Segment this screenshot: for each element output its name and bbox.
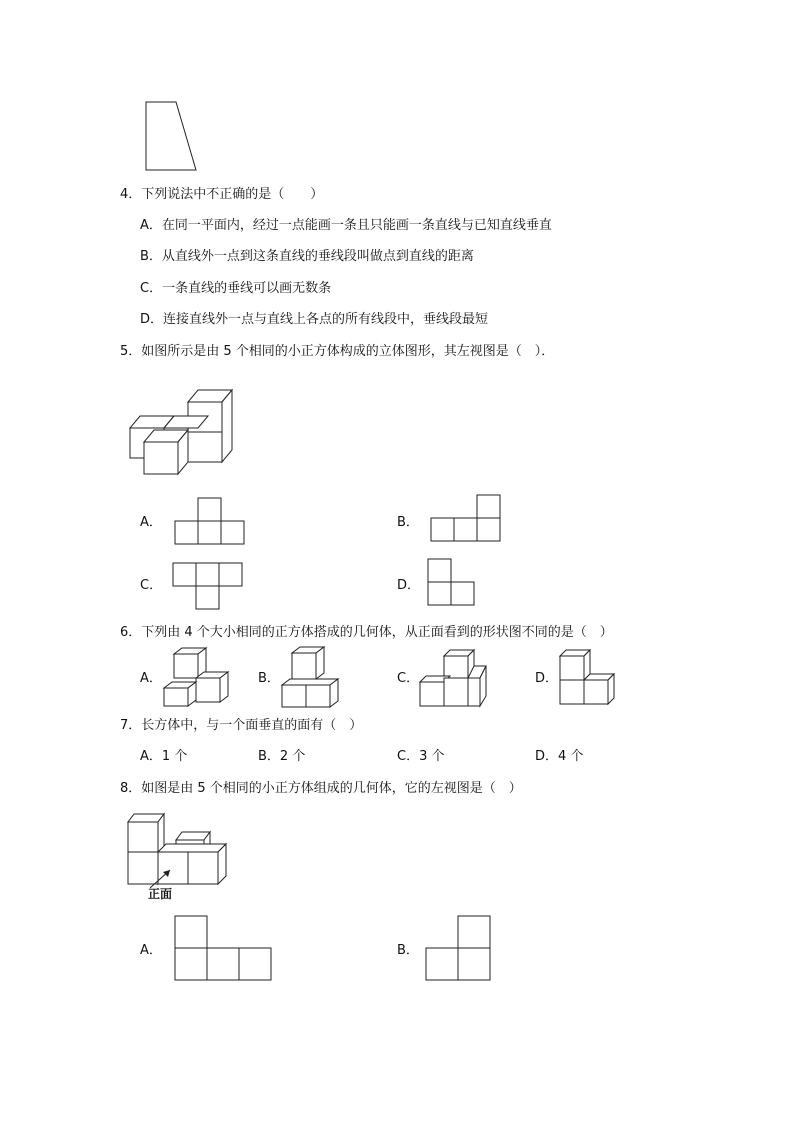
q6-option-b-figure — [278, 645, 342, 711]
q5-stem: 5．如图所示是由 5 个相同的小正方体构成的立体图形，其左视图是（ ）． — [120, 344, 555, 359]
q8-option-a-figure — [172, 914, 274, 984]
q5-option-d-label: D． — [397, 578, 421, 593]
q6-option-a-label: A． — [140, 671, 162, 686]
q7-option-d: D．4 个 — [535, 749, 584, 764]
q8-solid-figure — [124, 808, 236, 890]
q6-option-d-label: D． — [535, 671, 559, 686]
q8-option-b-figure — [423, 914, 495, 984]
q5-solid-figure — [124, 384, 236, 480]
q6-option-d-figure — [556, 648, 618, 710]
q4-option-b: B．从直线外一点到这条直线的垂线段叫做点到直线的距离 — [140, 249, 474, 264]
q4-option-d: D．连接直线外一点与直线上各点的所有线段中，垂线段最短 — [140, 312, 489, 327]
q4-option-c: C．一条直线的垂线可以画无数条 — [140, 281, 332, 296]
q8-option-a-label: A． — [140, 943, 162, 958]
q7-option-a: A．1 个 — [140, 749, 188, 764]
q6-option-c-figure — [418, 648, 492, 710]
q5-option-c-label: C． — [140, 578, 163, 593]
trapezoid-figure — [140, 96, 202, 176]
q4-stem: 4．下列说法中不正确的是（ ） — [120, 187, 324, 202]
q6-option-a-figure — [160, 646, 232, 710]
q8-front-label: 正面 — [148, 887, 173, 901]
q7-option-c: C．3 个 — [397, 749, 445, 764]
q5-option-c-figure — [170, 561, 246, 613]
q6-stem: 6．下列由 4 个大小相同的正方体搭成的几何体，从正面看到的形状图不同的是（ ） — [120, 625, 613, 640]
q5-option-a-figure — [172, 496, 248, 548]
q6-option-c-label: C． — [397, 671, 420, 686]
q4-option-a: A．在同一平面内，经过一点能画一条且只能画一条直线与已知直线垂直 — [140, 218, 552, 233]
q8-option-b-label: B． — [397, 943, 419, 958]
q7-stem: 7．长方体中，与一个面垂直的面有（ ） — [120, 718, 363, 733]
q5-option-b-figure — [428, 493, 504, 545]
q6-option-b-label: B． — [258, 671, 280, 686]
q7-option-b: B．2 个 — [258, 749, 306, 764]
q5-option-a-label: A． — [140, 515, 162, 530]
q8-stem: 8．如图是由 5 个相同的小正方体组成的几何体，它的左视图是（ ） — [120, 781, 522, 796]
q5-option-d-figure — [425, 557, 479, 609]
q5-option-b-label: B． — [397, 515, 419, 530]
